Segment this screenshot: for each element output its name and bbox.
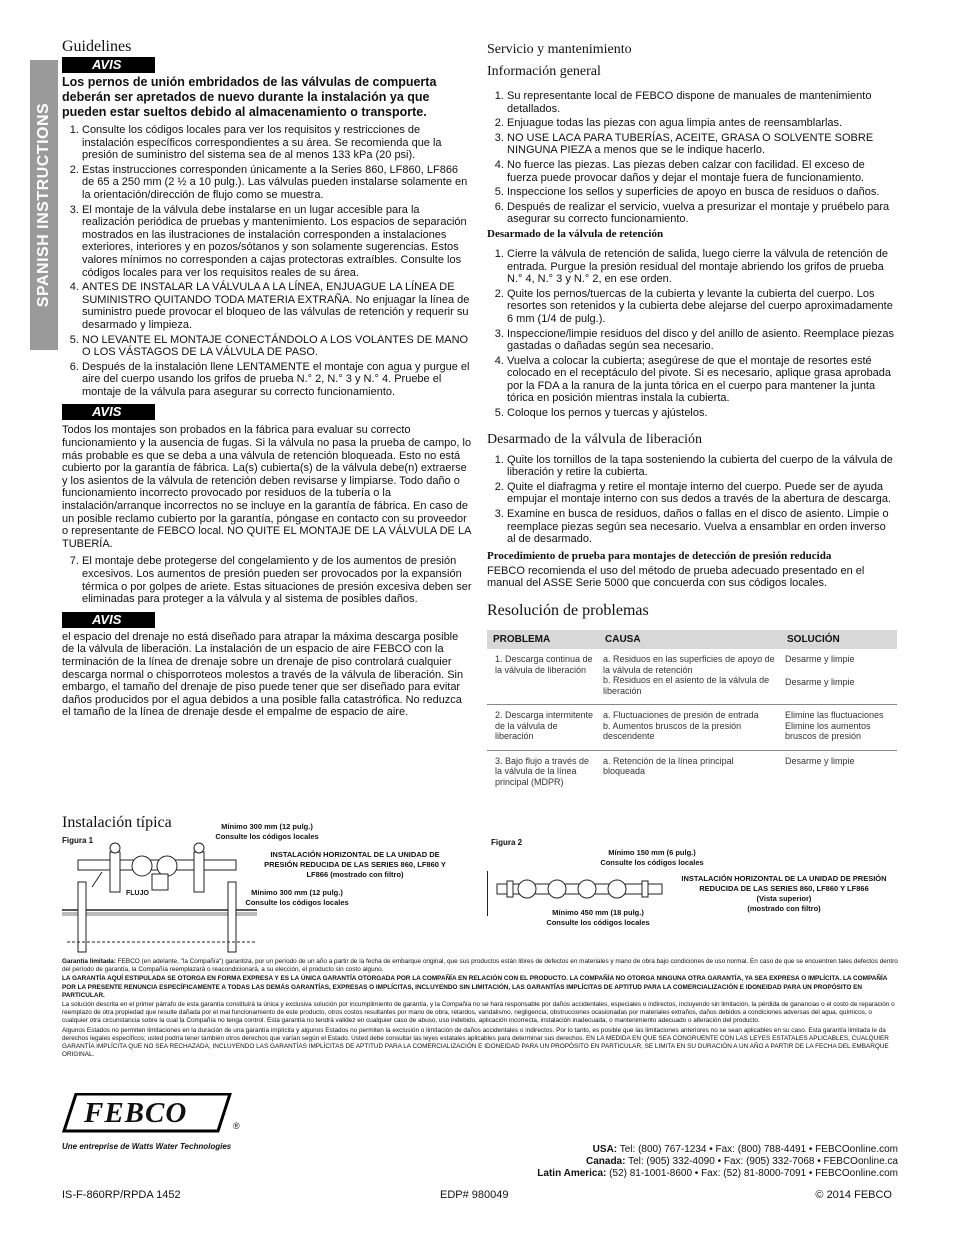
copyright: © 2014 FEBCO [815, 1189, 892, 1201]
column-header-solution: SOLUCIÓN [781, 630, 897, 649]
figure-2-title: INSTALACIÓN HORIZONTAL DE LA UNIDAD DE PRESIÓN REDUCIDA DE LAS SERIES 860, LF860 Y LF866 (Vista superior) (mostrado con filtro) [681, 874, 887, 913]
list-item: 7. El montaje debe protegerse del congelamiento y de los aumentos de presión excesivos. Los aumentos de presión pueden ser provocados por la expansión térmica o por golpes de ariete. Estas situaciones de presión excesiva deben ser eliminadas para proteger a la válvula y al sistema de posibles daños. [82, 555, 472, 605]
warranty-paragraph-1: Garantía limitada: FEBCO (en adelante, "la Compañía") garantiza, por un período de un año a partir de la fecha de embarque original, que sus productos están libres de defectos en materiales y mano de obra bajo condiciones de uso normal. En caso de que se encuentren tales defectos dentro del período de garantía, la Compañía reemplazará o reacondicionará, a su elección, el producto sin costo alguno. [62, 958, 898, 974]
avis-text-2: Todos los montajes son probados en la fábrica para evaluar su correcto funcionamiento y la ausencia de fugas. Si la válvula no pasa la prueba de campo, lo más probable es que se deba a una válvula de retención bloqueada. Esto no está cubierto por la garantía de fábrica. La(s) cubierta(s) de la válvula debe(n) extraerse y los asientos de la válvula de retención deben revisarse y limpiarse. Todo daño o funcionamiento incorrecto provocado por residuos de la tubería o la instalación/arranque incorrectos no se incluye en la garantía de fábrica. En caso de un posible reclamo cubierto por la garantía, póngase en contacto con su proveedor o representante de FEBCO local. NO QUITE EL MONTAJE DE LA VÁLVULA DE LA TUBERÍA. [62, 424, 472, 550]
table-row [487, 750, 897, 795]
list-item: 5. NO LEVANTE EL MONTAJE CONECTÁNDOLO A LOS VOLANTES DE MANO O LOS VÁSTAGOS DE LA VÁLVULA DE PASO. [82, 334, 472, 359]
list-item: 4. No fuerce las piezas. Las piezas deben calzar con facilidad. El exceso de fuerza puede provocar daños y dejar el montaje fuera de funcionamiento. [507, 159, 897, 184]
list-item: 5. Coloque los pernos y tuercas y ajústelos. [507, 407, 897, 420]
column-header-cause: CAUSA [599, 630, 781, 649]
avis-banner-2: AVIS [62, 404, 155, 420]
cause-cell: a. Fluctuaciones de presión de entrada b. Aumentos bruscos de la presión descendente [599, 705, 781, 751]
edp-number: EDP# 980049 [440, 1189, 509, 1201]
figure-2-top-note: Mínimo 150 mm (6 pulg.) Consulte los códigos locales [600, 848, 704, 867]
test-procedure-heading: Procedimiento de prueba para montajes de detección de presión reducida [487, 549, 832, 562]
figure-1 [62, 814, 482, 954]
left-column [62, 38, 472, 719]
tagline: Une entreprise de Watts Water Technologies [62, 1142, 232, 1151]
problem-cell: 2. Descarga intermitente de la válvula de liberación [487, 705, 599, 751]
right-column [487, 42, 897, 795]
general-info-heading: Información general [487, 64, 601, 79]
list-item: 4. ANTES DE INSTALAR LA VÁLVULA A LA LÍNEA, ENJUAGUE LA LÍNEA DE SUMINISTRO QUITANDO TODA MATERIA EXTRAÑA. No enjuagar la línea de suministro puede provocar el bloqueo de las válvulas de retención y requerir su desarmado y limpieza. [82, 281, 472, 331]
contact-usa: USA: Tel: (800) 767-1234 • Fax: (800) 788-4491 • FEBCOonline.com [592, 1144, 898, 1155]
valve-top-view-diagram [487, 866, 672, 916]
solution-cell: Desarme y limpie [785, 755, 855, 766]
intro-warning: Los pernos de unión embridados de las válvulas de compuerta deberán ser apretados de nuevo durante la instalación ya que pueden estar sueltos debido al almacenamiento o transporte. [62, 75, 437, 119]
list-item: 1. Su representante local de FEBCO dispone de manuales de mantenimiento detallados. [507, 90, 897, 115]
list-item: 4. Vuelva a colocar la cubierta; asegúrese de que el montaje de resortes esté colocado en el receptáculo del pivote. Si es necesario, aplique grasa aprobada por la FDA a la ranura de la junta tórica en el cuerpo para mantener la junta tórica en posición mientras instala la cubierta. [507, 355, 897, 405]
figure-1-top-note: Mínimo 300 mm (12 pulg.) Consulte los códigos locales [215, 822, 319, 841]
problem-cell: 3. Bajo flujo a través de la válvula de la línea principal (MDPR) [495, 755, 590, 787]
relief-valve-heading: Desarmado de la válvula de liberación [487, 431, 702, 447]
general-info-list [487, 90, 897, 226]
contact-latam: Latin America: (52) 81-1001-8600 • Fax: (52) 81-8000-7091 • FEBCOonline.com [537, 1168, 898, 1179]
troubleshooting-table [487, 630, 897, 795]
list-item: 2. Estas instrucciones corresponden únicamente a la Series 860, LF860, LF866 de 65 a 250 mm (2 ½ a 10 pulg.). Las válvulas pueden instalarse solamente en la orientación/dirección de flujo como se muestra. [82, 164, 472, 202]
list-item: 2. Quite los pernos/tuercas de la cubierta y levante la cubierta del cuerpo. Los resortes son retenidos y la cubierta debe alejarse del cuerpo aproximadamente 6 mm (1/4 de pulg.). [507, 288, 897, 326]
list-item: 6. Después de realizar el servicio, vuelva a presurizar el montaje y pruébelo para asegurar su correcto funcionamiento. [507, 201, 897, 226]
avis-banner-1: AVIS [62, 57, 155, 73]
warranty-paragraph-4: Algunos Estados no permiten limitaciones en la duración de una garantía implícita y algunos Estados no permiten la exclusión o limitación de daños accidentales o indirectos. Por lo tanto, es posible que las limitaciones anteriores no se sean aplicables en su caso. Esta garantía limitada le da derechos legales específicos; usted podría tener también otros derechos que varían según el Estado. Usted debe consultar las leyes estatales aplicables para determinar sus derechos. EN LA MEDIDA EN QUE SEA CONGRUENTE CON LAS LEYES ESTATALES APLICABLES, CUALQUIER GARANTÍA IMPLÍCITA QUE NO SEA RECHAZADA, INCLUYENDO LAS GARANTÍAS IMPLÍCITAS DE APTITUD PARA LA COMERCIALIZACIÓN E IDONEIDAD PARA UN PROPÓSITO EN PARTICULAR, SE LIMITA EN SU DURACIÓN A UN AÑO A PARTIR DE LA FECHA DEL EMBARQUE ORIGINAL. [62, 1026, 889, 1059]
figure-2-label: Figura 2 [491, 838, 523, 847]
service-heading: Servicio y mantenimiento [487, 42, 632, 57]
list-item: 1. Consulte los códigos locales para ver los requisitos y restricciones de instalación específicos correspondientes a su área. Se recomienda que la presión de suministro del sistema sea de al menos 133 kPa (20 psi). [82, 124, 472, 162]
registered-mark: ® [233, 1121, 240, 1131]
contact-canada: Canada: Tel: (905) 332-4090 • Fax: (905) 332-7068 • FEBCOonline.ca [586, 1156, 898, 1167]
list-item: 3. NO USE LACA PARA TUBERÍAS, ACEITE, GRASA O SOLVENTE SOBRE NINGUNA PIEZA a menos que se le indique hacerlo. [507, 132, 897, 157]
table-row [487, 705, 897, 751]
cause-cell: a. Residuos en las superficies de apoyo de la válvula de retención b. Residuos en el asiento de la válvula de liberación [599, 649, 781, 705]
warranty-label: Garantía limitada: [62, 958, 116, 965]
table-row [487, 649, 897, 705]
install-heading: Instalación típica [62, 814, 172, 831]
list-item: 3. El montaje de la válvula debe instalarse en un lugar accesible para la realización periódica de pruebas y mantenimiento. Los espacios de separación mostrados en las ilustraciones de instalación corresponden a instalaciones exteriores, interiores y en pozos/sótanos y son solamente sugerencias. Estos valores mínimos no corresponden a cajas protectoras extraíbles. Consulte los códigos locales para ver los requisitos reales de su área. [82, 204, 472, 280]
figure-2 [487, 826, 907, 936]
relief-valve-list [487, 454, 897, 546]
solution-cell: Elimine las fluctuaciones Elimine los aumentos bruscos de presión [781, 705, 897, 751]
cause-cell: a. Retención de la línea principal bloqueada [603, 755, 734, 776]
valve-assembly-diagram [62, 842, 262, 954]
column-header-problem: PROBLEMA [487, 630, 599, 649]
contact-block [537, 1144, 898, 1180]
problem-cell: 1. Descarga continua de la válvula de liberación [487, 649, 599, 705]
check-valve-list [487, 248, 897, 420]
list-item: 2. Quite el diafragma y retire el montaje interno del cuerpo. Puede ser de ayuda empujar el montaje interno con sus dedos a través de la abertura de descarga. [507, 481, 897, 506]
warranty-paragraph-2: LA GARANTÍA AQUÍ ESTIPULADA SE OTORGA EN FORMA EXPRESA Y ES LA ÚNICA GARANTÍA OTORGADA POR LA COMPAÑÍA EN RELACIÓN CON EL PRODUCTO. LA COMPAÑÍA NO OTORGA NINGUNA OTRA GARANTÍA, YA SEA EXPRESA O IMPLÍCITA. LA COMPAÑÍA POR LA PRESENTE RENUNCIA ESPECÍFICAMENTE A TODAS LAS DEMÁS GARANTÍAS, EXPRESAS O IMPLÍCITAS, INCLUYENDO SIN LIMITACIÓN, LAS GARANTÍAS IMPLÍCITAS DE APTITUD PARA LA COMERCIALIZACIÓN E IDONEIDAD PARA UN PROPÓSITO EN PARTICULAR. [62, 975, 888, 999]
document-id: IS-F-860RP/RPDA 1452 [62, 1189, 181, 1201]
list-item: 3. Inspeccione/limpie residuos del disco y del anillo de asiento. Reemplace piezas gastadas o dañadas según sea necesario. [507, 328, 897, 353]
febco-logo [62, 1093, 242, 1133]
test-procedure-text: FEBCO recomienda el uso del método de prueba adecuado presentado en el manual del ASSE Serie 5000 que concuerda con sus códigos locales. [487, 564, 865, 590]
avis-banner-3: AVIS [62, 612, 155, 628]
sidebar-title: SPANISH INSTRUCTIONS [35, 102, 52, 308]
check-valve-heading: Desarmado de la válvula de retención [487, 227, 664, 240]
flow-label: FLUJO [126, 890, 149, 897]
list-item: 3. Examine en busca de residuos, daños o fallas en el disco de asiento. Limpie o reemplace piezas según sea necesario. Vuelva a ensamblar en orden inverso al de desarmado. [507, 508, 897, 546]
list-item: 2. Enjuague todas las piezas con agua limpia antes de reensamblarlas. [507, 117, 897, 130]
guidelines-list-cont [62, 555, 472, 605]
guidelines-heading: Guidelines [62, 38, 132, 55]
list-item: 6. Después de la instalación llene LENTAMENTE el montaje con agua y purgue el aire del cuerpo usando los grifos de prueba N.° 2, N.° 3 y N.° 4. Pruebe el montaje de la válvula para asegurar su correcto funcionamiento. [82, 361, 472, 399]
troubleshooting-heading: Resolución de problemas [487, 602, 649, 619]
warranty-section [62, 958, 898, 1060]
figure-1-label: Figura 1 [62, 836, 94, 845]
logo-text: FEBCO [84, 1097, 188, 1129]
figure-1-title: INSTALACIÓN HORIZONTAL DE LA UNIDAD DE PRESIÓN REDUCIDA DE LAS SERIES 860, LF860 Y LF866 (mostrado con filtro) [264, 850, 446, 879]
list-item: 1. Quite los tornillos de la tapa sosteniendo la cubierta del cuerpo de la válvula de liberación y retire la cubierta. [507, 454, 897, 479]
sidebar-banner [30, 60, 58, 350]
warranty-paragraph-3: La solución descrita en el primer párrafo de esta garantía constituirá la única y exclusiva solución por incumplimiento de garantía, y la Compañía no se hará responsable por daños accidentales, especiales o indirectos, incluyendo sin limitación, la pérdida de ganancias o el costo de reparación o reemplazo de otra propiedad que resulte dañada por el mal funcionamiento de este producto, otros costos resultantes por mano de obra, retardos, vandalismo, negligencia, obstrucciones ocasionadas por materiales extraños, daños debidos a condiciones adversas del agua, químicos, o cualquier otra circunstancia sobre la cual la Compañía no tenga control. Esta garantía no tendrá validez en cualquier caso de abuso, uso indebido, aplicación incorrecta, instalación inadecuada, o mantenimiento adecuado o alteración del producto. [62, 1001, 895, 1025]
list-item: 1. Cierre la válvula de retención de salida, luego cierre la válvula de retención de entrada. Purgue la presión residual del montaje abriendo los grifos de prueba N.° 4, N.° 3 y N.° 2, en ese orden. [507, 248, 897, 286]
figure-1-bottom-note: Mínimo 300 mm (12 pulg.) Consulte los códigos locales [245, 888, 349, 907]
list-item: 5. Inspeccione los sellos y superficies de apoyo en busca de residuos o daños. [507, 186, 897, 199]
table-header-row [487, 630, 897, 649]
guidelines-list [62, 124, 472, 398]
avis-text-3: el espacio del drenaje no está diseñado para atrapar la máxima descarga posible de la válvula de liberación. La instalación de un espacio de aire FEBCO con la terminación de la línea de drenaje sobre un drenaje de piso controlará cualquier descarga normal o chisporroteos molestos a través de la válvula de liberación. Sin embargo, el tamaño del drenaje de piso puede tener que ser diseñado para evitar daños producidos por el agua debidos a una posible falla catastrófica. No reduzca el tamaño de la línea de drenaje desde el empalme de espacio de aire. [62, 630, 464, 719]
figure-2-bottom-note: Mínimo 450 mm (18 pulg.) Consulte los códigos locales [546, 908, 650, 927]
solution-cell: Desarme y limpie Desarme y limpie [781, 649, 897, 705]
